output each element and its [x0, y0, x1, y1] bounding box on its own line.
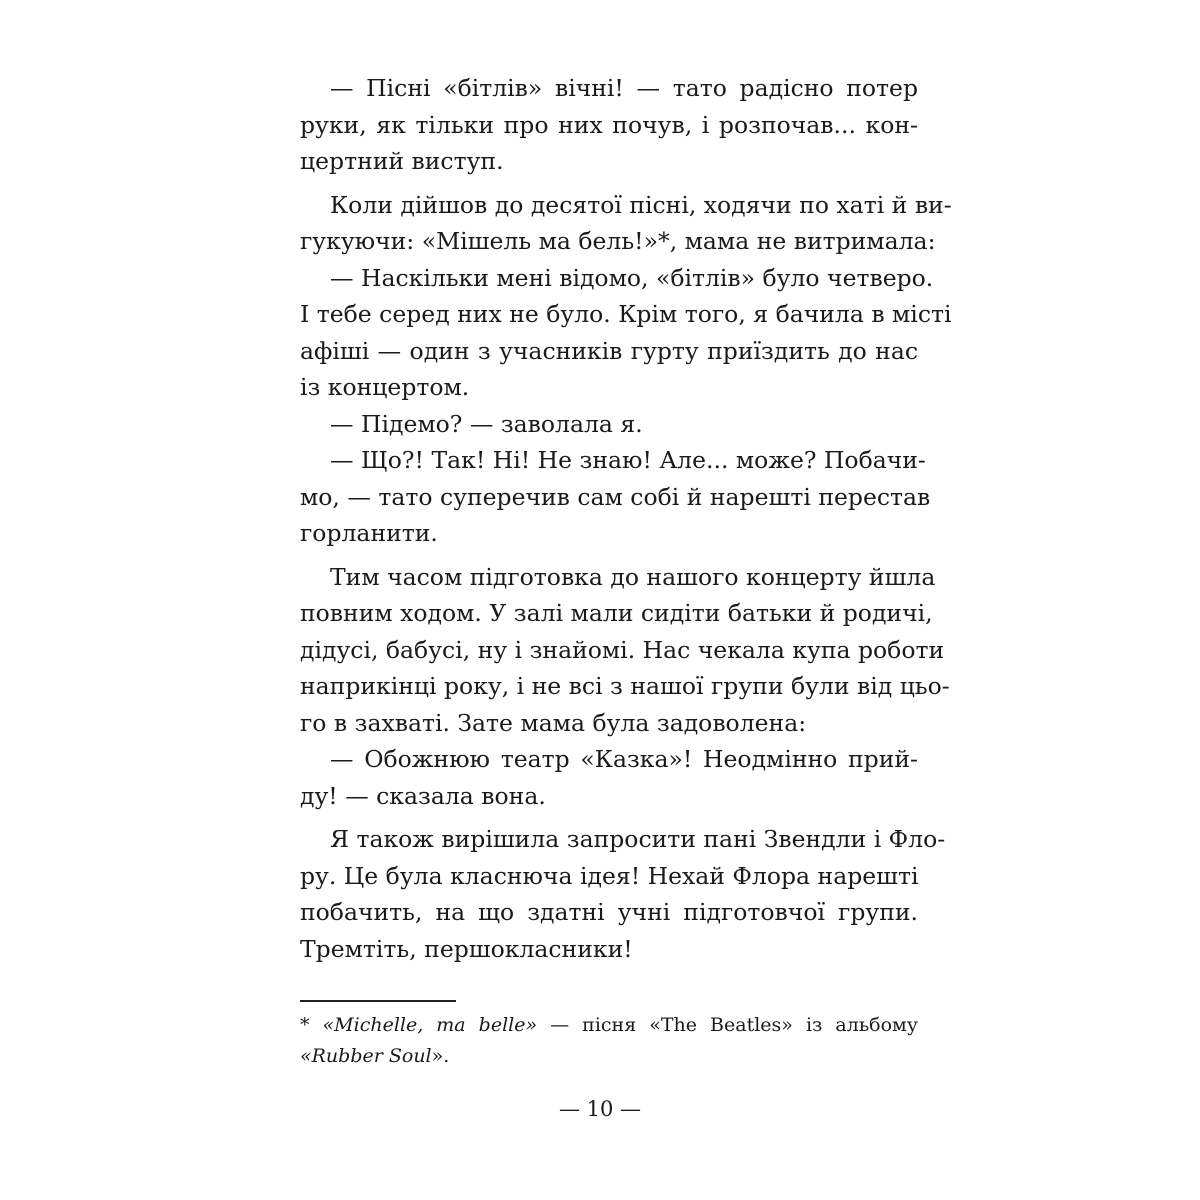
text-line [300, 70, 918, 107]
text-line-content: побачить, на що здатні учні підготовчої групи. [300, 898, 918, 926]
text-line-content: мо, — тато суперечив сам собі й нарешті перестав [300, 482, 931, 511]
text-line-content: Тим часом підготовка до нашого концерту йшла [330, 562, 936, 591]
text-line [300, 894, 918, 931]
paragraph-gap [300, 552, 918, 559]
text-line-content: ду! — сказала вона. [300, 781, 546, 810]
text-line-content: Коли дійшов до десятої пісні, ходячи по хаті й ви- [330, 190, 952, 219]
text-line-content: — Що?! Так! Ні! Не знаю! Але... може? Побачи- [330, 446, 926, 474]
text-line-content: го в захваті. Зате мама була задоволена: [300, 708, 807, 737]
footnote-marker: * [300, 1014, 310, 1036]
footnote [300, 1010, 918, 1072]
text-line [300, 821, 946, 858]
text-line [300, 705, 918, 742]
paragraph-gap [300, 180, 918, 187]
text-line-content: цертний виступ. [300, 147, 504, 175]
text-line-content: І тебе серед них не було. Крім того, я бачила в місті [300, 300, 952, 328]
text-line-content: дідусі, бабусі, ну і знайомі. Нас чекала купа роботи [300, 635, 945, 664]
text-line [300, 187, 952, 224]
text-line-content: — Підемо? — заволала я. [330, 409, 643, 438]
text-line [300, 107, 918, 144]
page-number: — 10 — [558, 1097, 642, 1121]
text-line [300, 858, 918, 895]
text-line-content: — Наскільки мені відомо, «бітлів» було четверо. [330, 263, 934, 292]
text-line-content: наприкінці року, і не всі з нашої групи були від цьо- [300, 672, 950, 700]
text-line [300, 406, 918, 443]
text-line [300, 632, 945, 669]
text-line [300, 442, 926, 479]
paragraph-gap [300, 814, 918, 821]
text-line-content: афіші — один з учасників гурту приїздить до нас [300, 336, 918, 365]
text-line [300, 369, 918, 406]
text-line [300, 296, 952, 333]
footnote-album-close: ». [431, 1045, 450, 1067]
footnote-separator [300, 1000, 456, 1002]
text-line-content: ру. Це була класнюча ідея! Нехай Флора нарешті [300, 861, 919, 890]
footnote-text: — пісня «The Beatles» із альбому [537, 1014, 918, 1036]
text-line [300, 931, 918, 968]
text-line-content: горланити. [300, 519, 438, 547]
text-line [300, 223, 936, 260]
text-line-content: руки, як тільки про них почув, і розпочав... кон- [300, 110, 918, 139]
text-line [300, 260, 934, 297]
footnote-album-title: «Rubber Soul [300, 1045, 432, 1067]
text-line [300, 143, 918, 180]
footnote-line-2 [300, 1041, 918, 1072]
footnote-line-1 [300, 1010, 918, 1041]
text-line [300, 595, 933, 632]
text-line-content: Я також вирішила запросити пані Звендли і Фло- [330, 825, 946, 853]
text-line [300, 778, 918, 815]
text-line-content: — Пісні «бітлів» вічні! — тато радісно потер [330, 74, 918, 102]
text-line [300, 333, 918, 370]
text-line [300, 559, 936, 596]
text-line [300, 668, 950, 705]
text-line [300, 479, 931, 516]
text-line [300, 741, 918, 778]
text-line-content: із концертом. [300, 373, 470, 401]
text-line-content: Тремтіть, першокласники! [300, 934, 633, 963]
footnote-song-title: «Michelle, ma belle» [322, 1014, 538, 1036]
text-line-content: повним ходом. У залі мали сидіти батьки й родичі, [300, 599, 933, 627]
text-line-content: — Обожнюю театр «Казка»! Неодмінно прий- [330, 745, 918, 773]
text-line [300, 515, 918, 552]
main-text [300, 70, 952, 967]
text-line-content: гукуючи: «Мішель ма бель!»*, мама не витримала: [300, 227, 936, 255]
